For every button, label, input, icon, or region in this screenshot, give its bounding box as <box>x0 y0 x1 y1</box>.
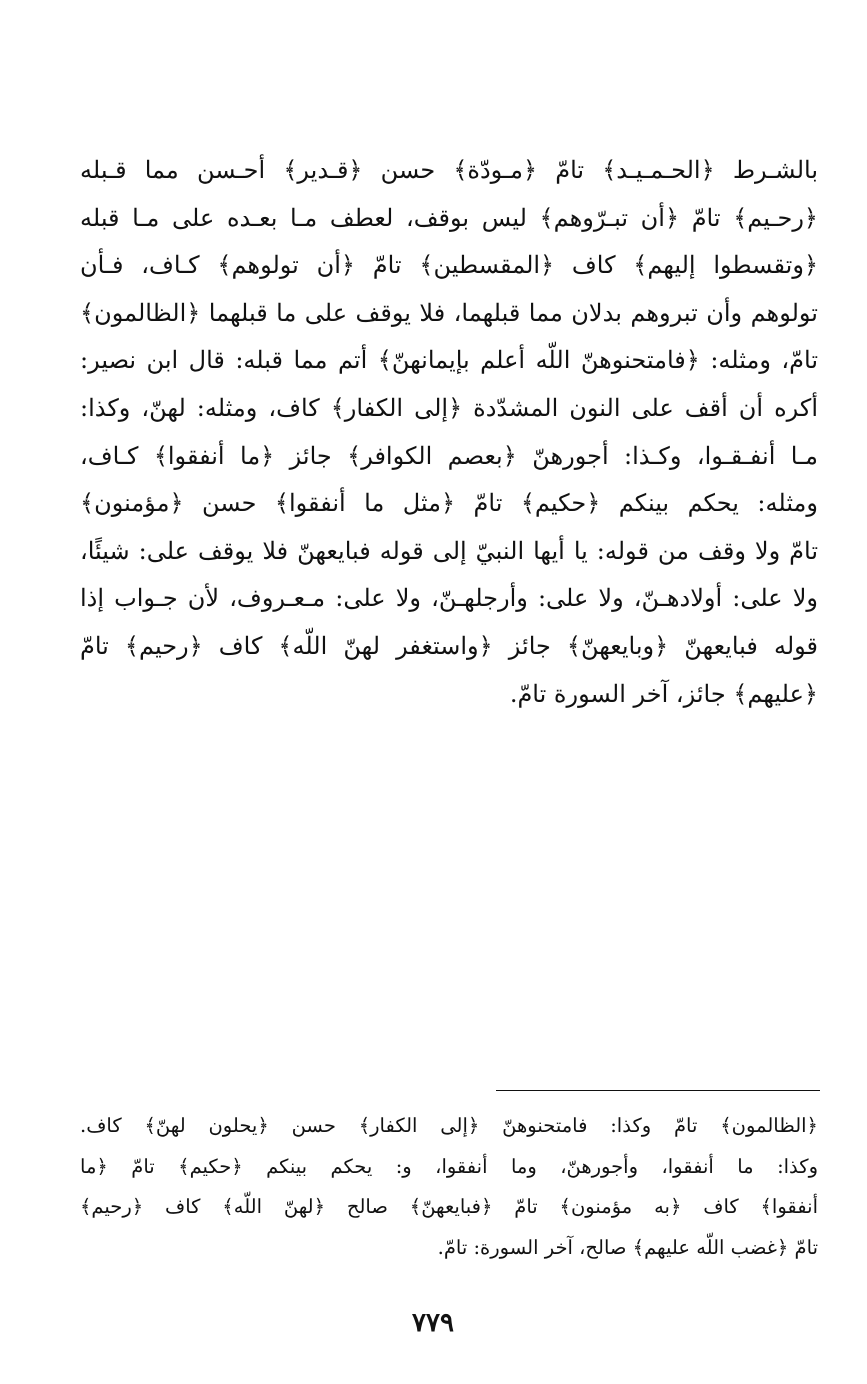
footnote-line: تامّ ﴿غضب اللّه عليهم﴾ صالح، آخر السورة: تامّ. <box>437 1235 818 1259</box>
main-text-line: أكره أن أقف على النون المشدّدة ﴿إلى الكفار﴾ كاف، ومثله: لهنّ، وكذا: <box>80 393 818 422</box>
main-text-line: مـا أنفـقـوا، وكـذا: أجورهنّ ﴿بعصم الكوافر﴾ جائز ﴿ما أنفقوا﴾ كـاف، <box>80 441 818 470</box>
main-text-line: تولوهم وأن تبروهم بدلان مما قبلهما، فلا يوقف على ما قبلهما ﴿الظالمون﴾ <box>80 298 818 327</box>
main-text-line: ومثله: يحكم بينكم ﴿حكيم﴾ تامّ ﴿مثل ما أنفقوا﴾ حسن ﴿مؤمنون﴾ <box>80 489 818 518</box>
footnote-block <box>80 1106 818 1268</box>
main-text-line: تامّ ولا وقف من قوله: يا أيها النبيّ إلى قوله فبايعهنّ فلا يوقف على: شيئًا، <box>80 536 818 565</box>
main-text-line: ﴿عليهم﴾ جائز، آخر السورة تامّ. <box>509 679 818 708</box>
main-text-block <box>80 147 818 718</box>
main-text-line: قوله فبايعهنّ ﴿وبايعهنّ﴾ جائز ﴿واستغفر لهنّ اللّه﴾ كاف ﴿رحيم﴾ تامّ <box>80 631 818 660</box>
main-text-line: ولا على: أولادهـنّ، ولا على: وأرجلهـنّ، ولا على: مـعـروف، لأن جـواب إذا <box>80 584 818 613</box>
footnote-line: أنفقوا﴾ كاف ﴿به مؤمنون﴾ تامّ ﴿فبايعهنّ﴾ صالح ﴿لهنّ اللّه﴾ كاف ﴿رحيم﴾ <box>80 1195 818 1218</box>
footnote-line: وكذا: ما أنفقوا، وأجورهنّ، وما أنفقوا، و: يحكم بينكم ﴿حكيم﴾ تامّ ﴿ما <box>80 1154 818 1178</box>
main-text-line: بالشـرط ﴿الحـمـيـد﴾ تامّ ﴿مـودّة﴾ حسن ﴿قـدير﴾ أحـسن مما قـبله <box>80 156 818 184</box>
footnote-line: ﴿الظالمون﴾ تامّ وكذا: فامتحنوهنّ ﴿إلى الكفار﴾ حسن ﴿يحلون لهنّ﴾ كاف. <box>80 1114 818 1137</box>
page-number: ٧٧٩ <box>412 1308 454 1338</box>
main-text-line: ﴿رحـيم﴾ تامّ ﴿أن تبـرّوهم﴾ ليس بوقف، لعطف مـا بعـده على مـا قبله <box>80 203 818 232</box>
footnote-divider <box>496 1090 820 1091</box>
main-text-line: ﴿وتقسطوا إليهم﴾ كاف ﴿المقسطين﴾ تامّ ﴿أن تولوهم﴾ كـاف، فـأن <box>80 251 818 280</box>
main-text-line: تامّ، ومثله: ﴿فامتحنوهنّ اللّه أعلم بإيمانهنّ﴾ أتم مما قبله: قال ابن نصير: <box>80 346 818 375</box>
